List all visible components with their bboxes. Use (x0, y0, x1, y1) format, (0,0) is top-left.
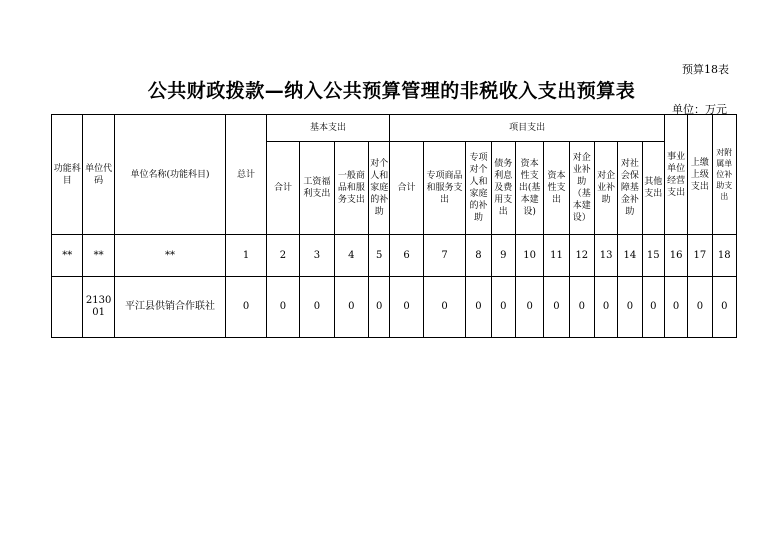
unit-label: 单位：万元 (672, 103, 727, 116)
header-unit-name: 单位名称(功能科目) (114, 115, 225, 235)
header-enterprise-subsidy-construction: 对企业补助（基本建设） (569, 142, 594, 235)
table-cell: 0 (466, 277, 491, 338)
header-business-operation: 事业单位经营支出 (664, 115, 687, 235)
header-project-individual: 专项对个人和家庭的补助 (466, 142, 491, 235)
table-cell: 0 (594, 277, 617, 338)
table-cell: 0 (712, 277, 736, 338)
table-cell: 8 (466, 235, 491, 277)
table-cell: 11 (544, 235, 569, 277)
header-basic-group: 基本支出 (266, 115, 390, 142)
table-cell (52, 277, 83, 338)
table-cell: ** (52, 235, 83, 277)
index-row (52, 235, 737, 277)
header-capital-construction: 资本性支出(基本建设) (515, 142, 543, 235)
table-cell: 0 (369, 277, 390, 338)
table-cell: 0 (334, 277, 368, 338)
table-cell: 12 (569, 235, 594, 277)
table-cell: 10 (515, 235, 543, 277)
table-cell: 0 (300, 277, 334, 338)
table-cell: 1 (226, 235, 267, 277)
header-remit-upper: 上缴上级支出 (688, 115, 712, 235)
table-cell: 0 (423, 277, 466, 338)
header-individual-subsidy: 对个人和家庭的补助 (369, 142, 390, 235)
table-cell: 0 (688, 277, 712, 338)
table-cell: 0 (515, 277, 543, 338)
header-affiliated-subsidy: 对附属单位补助支出 (712, 115, 736, 235)
table-cell: 14 (618, 235, 642, 277)
table-cell: 17 (688, 235, 712, 277)
table-cell: 13 (594, 235, 617, 277)
table-cell: ** (114, 235, 225, 277)
form-number: 预算18表 (682, 63, 729, 76)
header-total: 总计 (226, 115, 267, 235)
table-cell: 15 (642, 235, 664, 277)
table-cell: 18 (712, 235, 736, 277)
header-salary-welfare: 工资福利支出 (300, 142, 334, 235)
table-cell: ** (83, 235, 114, 277)
table-cell: 0 (569, 277, 594, 338)
table-cell: 213001 (83, 277, 114, 338)
table-cell: 0 (491, 277, 515, 338)
table-cell: 16 (664, 235, 687, 277)
table-cell: 6 (390, 235, 423, 277)
header-other: 其他支出 (642, 142, 664, 235)
table-cell: 3 (300, 235, 334, 277)
header-basic-sum: 合计 (266, 142, 299, 235)
header-project-goods: 专项商品和服务支出 (423, 142, 466, 235)
table-cell: 7 (423, 235, 466, 277)
header-enterprise-subsidy: 对企业补助 (594, 142, 617, 235)
table-cell: 4 (334, 235, 368, 277)
table-cell: 5 (369, 235, 390, 277)
header-debt-interest: 债务利息及费用支出 (491, 142, 515, 235)
header-social-security-fund: 对社会保障基金补助 (618, 142, 642, 235)
header-general-goods: 一般商品和服务支出 (334, 142, 368, 235)
table-cell: 0 (664, 277, 687, 338)
table-cell: 0 (266, 277, 299, 338)
header-project-sum: 合计 (390, 142, 423, 235)
page-title: 公共财政拨款—纳入公共预算管理的非税收入支出预算表 (147, 80, 636, 102)
header-project-group: 项目支出 (390, 115, 665, 142)
table-cell: 0 (618, 277, 642, 338)
table-cell: 0 (544, 277, 569, 338)
header-func-subject: 功能科目 (52, 115, 83, 235)
table-row (52, 277, 737, 338)
table-cell: 0 (642, 277, 664, 338)
table-cell: 平江县供销合作联社 (114, 277, 225, 338)
header-unit-code: 单位代码 (83, 115, 114, 235)
table-cell: 0 (390, 277, 423, 338)
table-cell: 0 (226, 277, 267, 338)
budget-table (51, 114, 737, 338)
table-cell: 2 (266, 235, 299, 277)
table-cell: 9 (491, 235, 515, 277)
header-capital-other: 资本性支出 (544, 142, 569, 235)
